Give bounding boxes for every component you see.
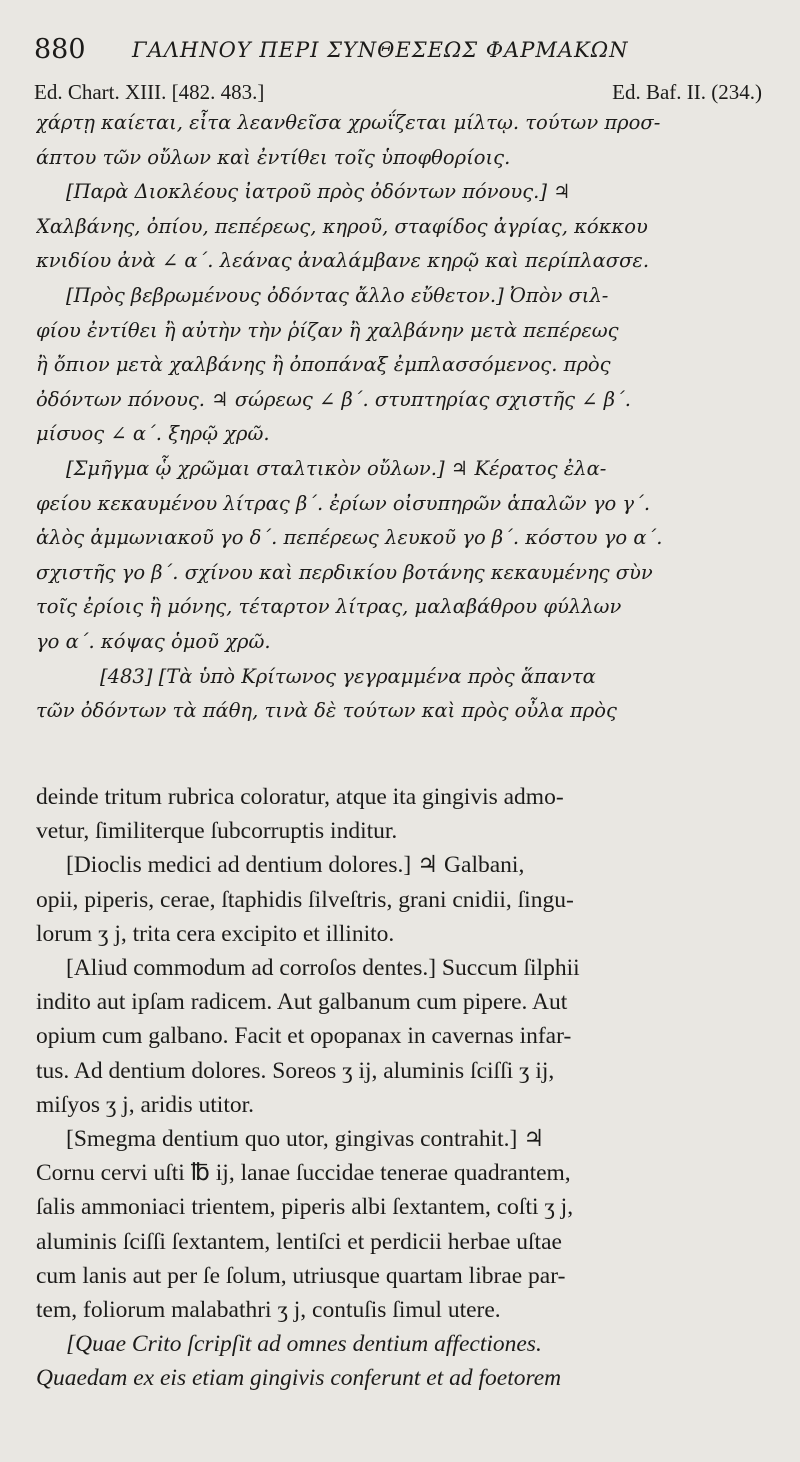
greek-line: ὀδόντων πόνους. ♃ σώρεως ∠ β΄. στυπτηρίας σχιστῆς ∠ β΄. (36, 387, 632, 411)
greek-line: ἢ ὄπιον μετὰ χαλβάνης ἢ ὀποπάναξ ἐμπλασσόμενος. πρὸς (36, 353, 611, 377)
page-header (34, 28, 760, 68)
greek-line: κνιδίου ἀνὰ ∠ α΄. λεάνας ἀναλάμβανε κηρῷ καὶ περίπλασσε. (36, 249, 650, 273)
greek-line: τῶν ὀδόντων τὰ πάθη, τινὰ δὲ τούτων καὶ πρὸς οὖλα πρὸς (36, 699, 617, 723)
latin-line: deinde tritum rubrica coloratur, atque ita gingivis admo- (36, 784, 564, 810)
greek-line: μίσυος ∠ α΄. ξηρῷ χρῶ. (36, 422, 270, 446)
greek-line: χάρτῃ καίεται, εἶτα λεανθεῖσα χρωΐζεται μίλτῳ. τούτων προσ- (36, 111, 661, 134)
latin-line: indito aut ipſam radicem. Aut galbanum cum pipere. Aut (36, 989, 568, 1016)
latin-line: [Quae Crito ſcripſit ad omnes dentium affectiones. (66, 1331, 542, 1358)
latin-line: lorum ʒ j, trita cera excipito et illinito. (36, 920, 395, 947)
latin-line: [Smegma dentium quo utor, gingivas contrahit.] ♃ (66, 1126, 545, 1153)
latin-line: [Aliud commodum ad corroſos dentes.] Succum ſilphii (66, 955, 580, 982)
latin-line: opii, piperis, cerae, ſtaphidis ſilveſtris, grani cnidii, ſingu- (36, 886, 574, 913)
greek-line: [Πρὸς βεβρωμένους ὀδόντας ἄλλο εὔθετον.] Ὀπὸν σιλ- (66, 283, 609, 307)
latin-line: miſyos ʒ j, aridis utitor. (36, 1091, 255, 1118)
greek-line: άπτου τῶν οὔλων καὶ ἐντίθει τοῖς ὑποφθορίοις. (36, 145, 511, 169)
greek-line: σχιστῆς γο β΄. σχίνου καὶ περδικίου βοτάνης κεκαυμένης σὺν (36, 560, 653, 584)
edition-basel-ref: Ed. Baf. II. (234.) (612, 80, 762, 104)
latin-line: tem, foliorum malabathri ʒ j, contuſis ſimul utere. (36, 1297, 501, 1324)
greek-line: [Σμῆγμα ᾧ χρῶμαι σταλτικὸν οὔλων.] ♃ Κέρατος ἐλα- (66, 456, 607, 480)
greek-line: γο α΄. κόψας ὁμοῦ χρῶ. (36, 629, 271, 653)
latin-text-block (36, 780, 768, 1396)
edition-chart-ref: Ed. Chart. XIII. [482. 483.] (34, 80, 265, 104)
latin-line: opium cum galbano. Facit et opopanax in cavernas infar- (36, 1023, 572, 1050)
latin-line: [Dioclis medici ad dentium dolores.] ♃ Galbani, (66, 852, 525, 879)
latin-line: aluminis ſciſſi ſextantem, lentiſci et perdicii herbae uſtae (36, 1228, 562, 1255)
latin-line: ſalis ammoniaci trientem, piperis albi ſextantem, coſti ʒ j, (36, 1194, 574, 1221)
greek-line: [Παρὰ Διοκλέους ἰατροῦ πρὸς ὀδόντων πόνους.] ♃ (66, 180, 571, 204)
running-title: ΓΑΛΗΝΟΥ ΠΕΡΙ ΣΥΝΘΕΣΕΩΣ ΦΑΡΜΑΚΩΝ (132, 38, 629, 62)
greek-text-block (36, 106, 768, 729)
page-number: 880 (34, 34, 86, 65)
greek-line: ἁλὸς ἀμμωνιακοῦ γο δ΄. πεπέρεως λευκοῦ γο β΄. κόστου γο α΄. (36, 526, 663, 550)
latin-line: Cornu cervi uſti ℔ ij, lanae ſuccidae tenerae quadrantem, (36, 1160, 571, 1187)
greek-line: τοῖς ἐρίοις ἢ μόνης, τέταρτον λίτρας, μαλαβάθρου φύλλων (36, 595, 622, 619)
greek-line: φείου κεκαυμένου λίτρας β΄. ἐρίων οἰσυπηρῶν ἁπαλῶν γο γ΄. (36, 491, 651, 515)
greek-line: [483] [Τὰ ὑπὸ Κρίτωνος γεγραμμένα πρὸς ἅπαντα (100, 664, 596, 688)
latin-line: Quaedam ex eis etiam gingivis conferunt et ad foetorem (36, 1365, 562, 1392)
greek-line: φίου ἐντίθει ἢ αὐτὴν τὴν ῥίζαν ἢ χαλβάνην μετὰ πεπέρεως (36, 318, 619, 342)
greek-line: Χαλβάνης, ὀπίου, πεπέρεως, κηροῦ, σταφίδος ἀγρίας, κόκκου (36, 214, 648, 238)
latin-line: vetur, ſimiliterque ſubcorruptis inditur. (36, 818, 398, 845)
latin-line: cum lanis aut per ſe ſolum, utriusque quartam librae par- (36, 1262, 566, 1289)
latin-line: tus. Ad dentium dolores. Soreos ʒ ij, aluminis ſciſſi ʒ ij, (36, 1057, 555, 1084)
